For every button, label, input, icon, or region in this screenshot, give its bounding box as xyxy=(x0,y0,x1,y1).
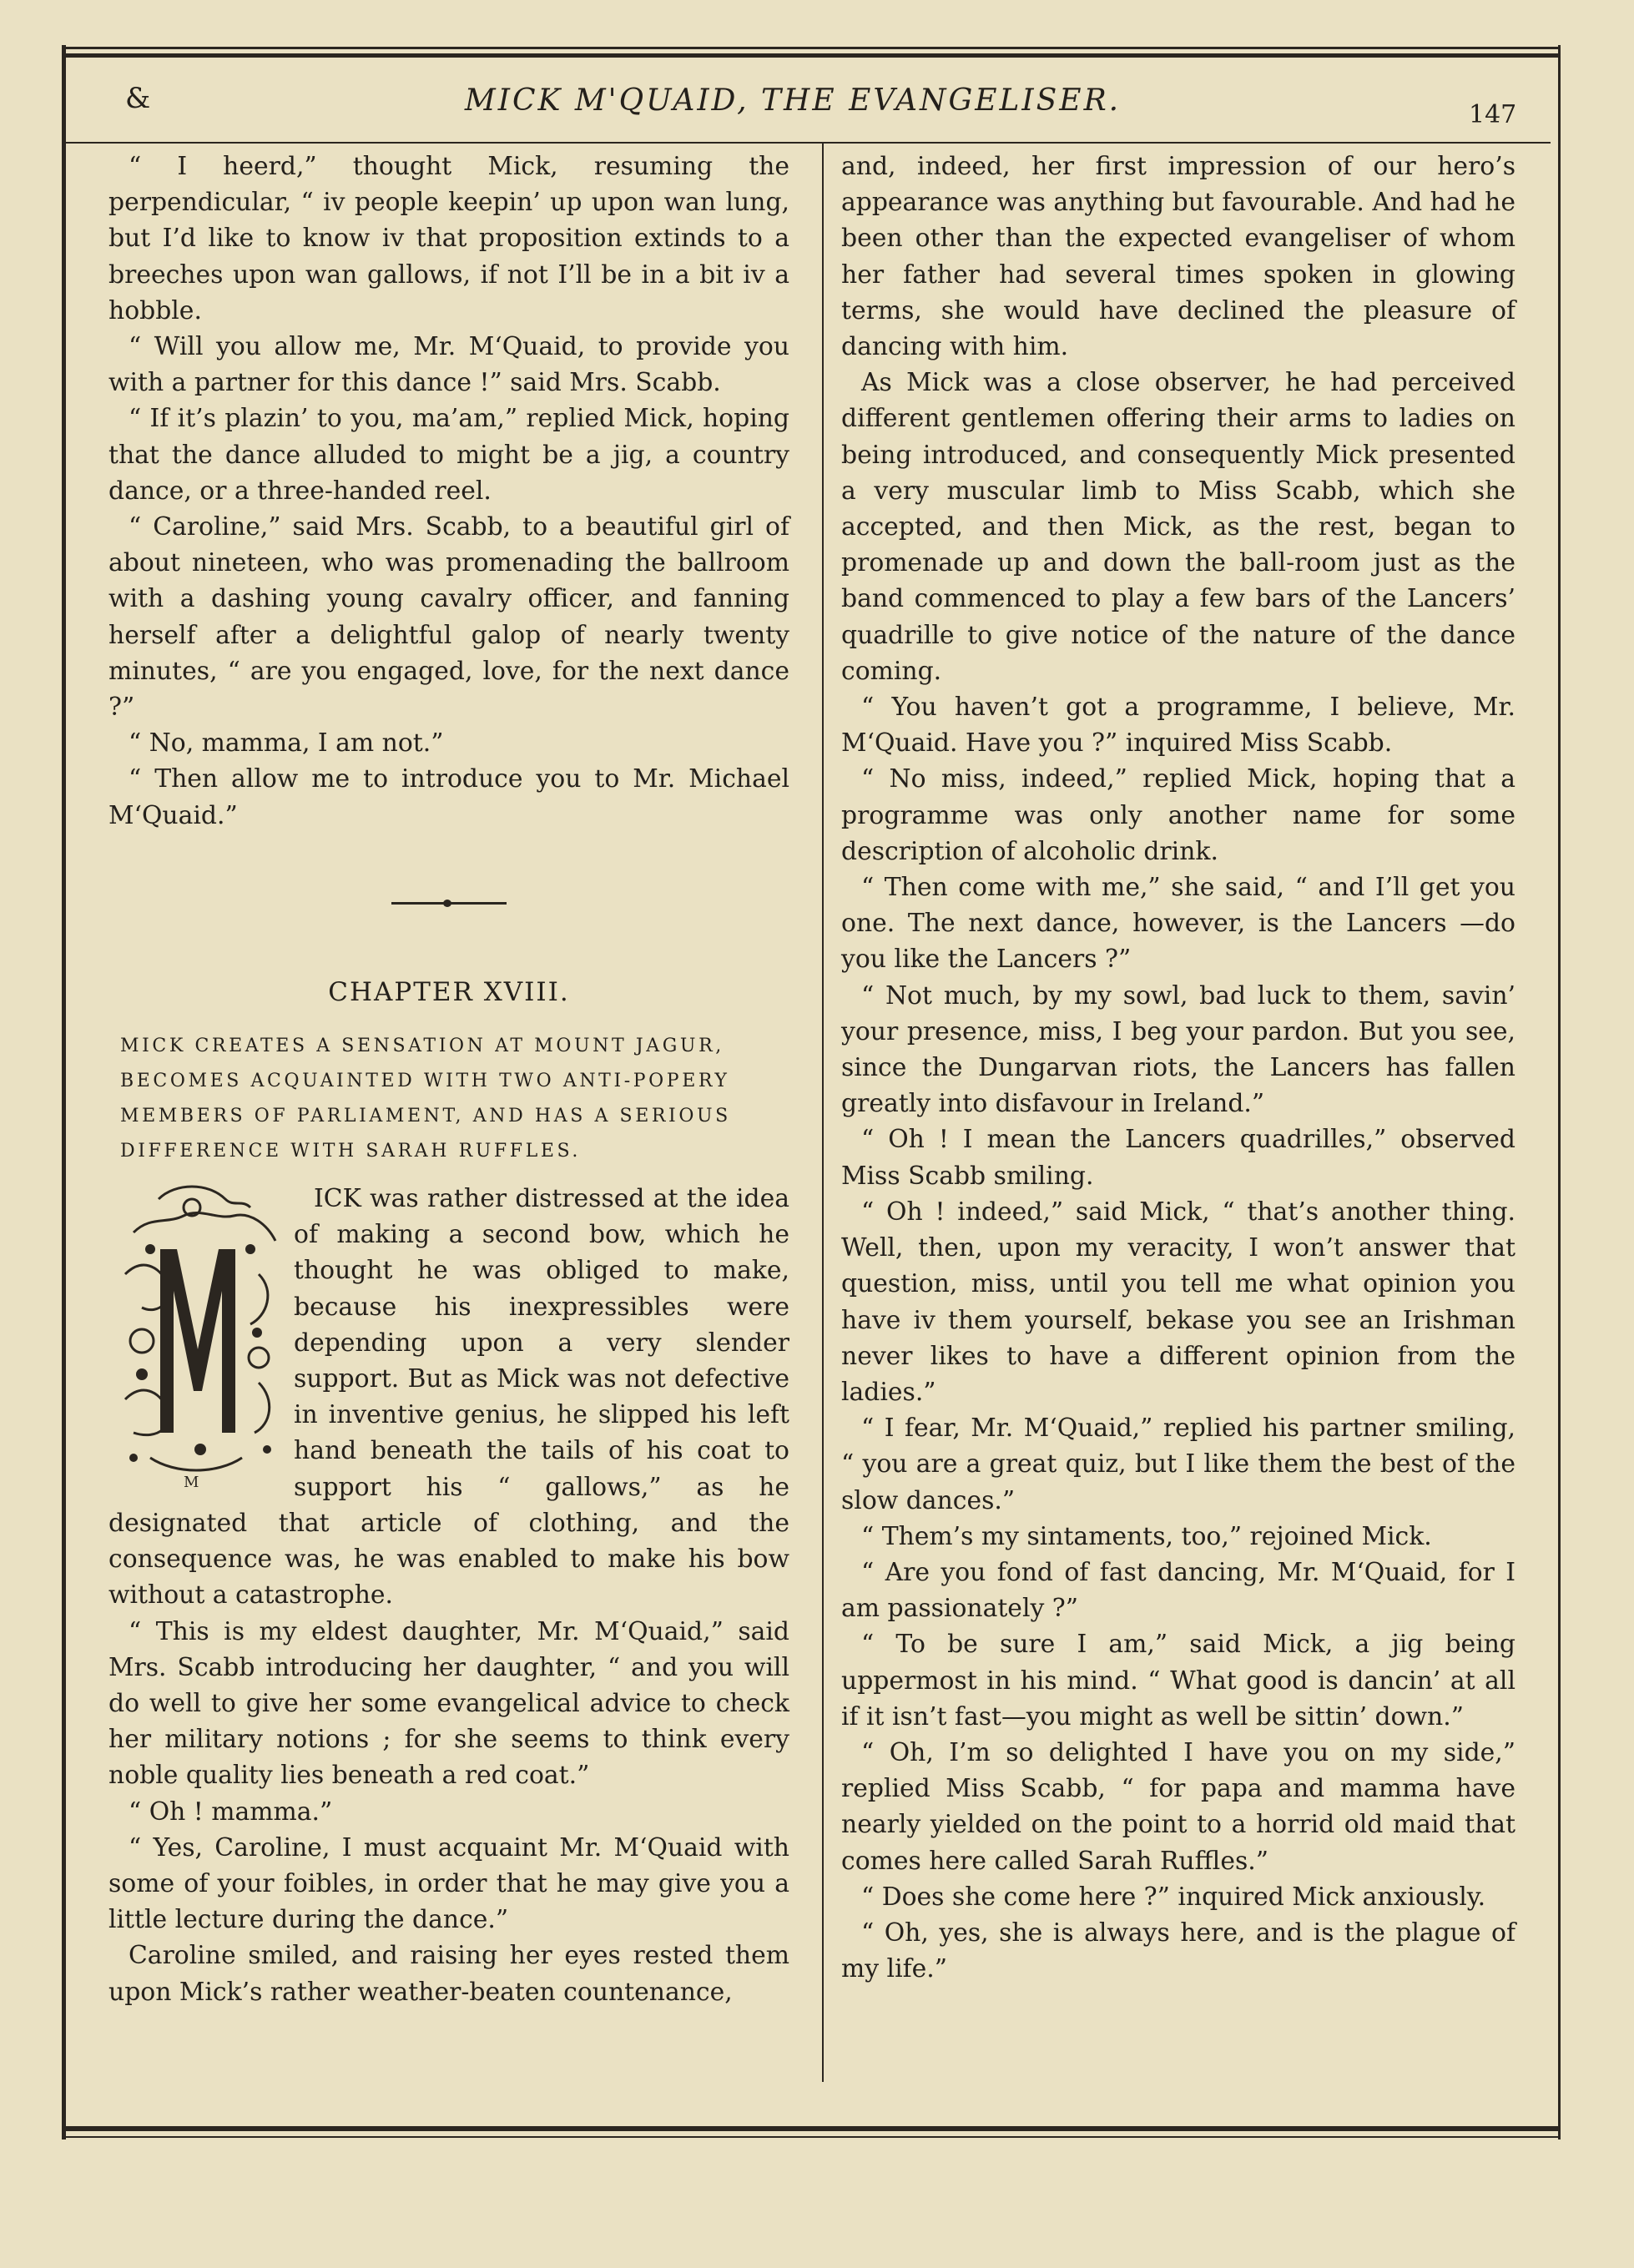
paragraph: “ Does she come here ?” inquired Mick anxiously. xyxy=(861,1882,1486,1912)
paragraph: “ Then come with me,” she said, “ and I’ll get you one. The next dance, however, is the Lancers —do you like the Lancers ?” xyxy=(841,873,1515,975)
header-ornament: & xyxy=(125,82,151,115)
left-column xyxy=(108,149,789,2010)
running-title: MICK M'QUAID, THE EVANGELISER. xyxy=(464,83,1122,118)
paragraph: “ Caroline,” said Mrs. Scabb, to a beautiful girl of about nineteen, who was promenading the ballroom with a dashing young cavalry officer, and fanning herself after a delightful galop of nearly twenty minutes, “ are you engaged, love, for the next dance ?” xyxy=(108,512,789,723)
right-column xyxy=(841,149,1515,1987)
paragraph: “ Are you fond of fast dancing, Mr. M‘Quaid, for I am passionately ?” xyxy=(841,1557,1515,1624)
paragraph: As Mick was a close observer, he had perceived different gentlemen offering their arms to ladies on being introduced, and consequently Mick presented a very muscular limb to Miss Scabb, which she accepted, and then Mick, as the rest, began to promenade up and down the ball-room just as the band commenced to play a few bars of the Lancers’ quadrille to give notice of the nature of the dance coming. xyxy=(841,368,1515,686)
chapter-summary xyxy=(108,1029,789,1169)
paragraph: “ You haven’t got a programme, I believe, Mr. M‘Quaid. Have you ?” inquired Miss Scabb. xyxy=(841,693,1515,759)
top-rule-thick xyxy=(62,53,1560,58)
summary-line: BECOMES ACQUAINTED WITH TWO ANTI-POPERY xyxy=(120,1071,730,1092)
page-number: 147 xyxy=(1469,100,1517,129)
paragraph: and, indeed, her first impression of our hero’s appearance was anything but favourable. And had he been other than the expected evangeliser of whom her father had several times spoken in glowing terms, she would have declined the pleasure of dancing with him. xyxy=(841,152,1515,362)
section-separator xyxy=(391,902,507,905)
paragraph: “ Them’s my sintaments, too,” rejoined Mick. xyxy=(861,1521,1432,1551)
bottom-rule xyxy=(62,2136,1560,2138)
paragraph: “ I fear, Mr. M‘Quaid,” replied his partner smiling, “ you are a great quiz, but I like them the best of the slow dances.” xyxy=(841,1414,1515,1515)
paragraph: “ I heerd,” thought Mick, resuming the perpendicular, “ iv people keepin’ up upon wan lung, but I’d like to know iv that proposition extinds to a breeches upon wan gallows, if not I’ll be in a bit iv a hobble. xyxy=(108,152,789,325)
bottom-rule-thick xyxy=(62,2126,1560,2131)
paragraph: “ Oh, I’m so delighted I have you on my side,” replied Miss Scabb, “ for papa and mamma have nearly yielded on the point to a horrid old maid that comes here called Sarah Ruffles.” xyxy=(841,1737,1515,1876)
paragraph: “ Oh ! indeed,” said Mick, “ that’s another thing. Well, then, upon my veracity, I won’t answer that question, miss, until you tell me what opinion you have iv them yourself, bekase you see an Irishman never likes to have a different opinion from the ladies.” xyxy=(841,1197,1515,1407)
paragraph: “ No miss, indeed,” replied Mick, hoping that a programme was only another name for some description of alcoholic drink. xyxy=(841,764,1515,866)
top-rule xyxy=(62,47,1560,49)
paragraph: “ Oh ! mamma.” xyxy=(129,1797,333,1827)
paragraph: “ Yes, Caroline, I must acquaint Mr. M‘Quaid with some of your foibles, in order that he may give you a little lecture during the dance.” xyxy=(108,1832,789,1935)
column-rule xyxy=(822,142,824,2082)
ornamental-drop-cap-image xyxy=(108,1182,287,1491)
paragraph: “ Oh ! I mean the Lancers quadrilles,” observed Miss Scabb smiling. xyxy=(841,1125,1515,1191)
header-rule xyxy=(65,142,1551,144)
paragraph: “ This is my eldest daughter, Mr. M‘Quaid,” said Mrs. Scabb introducing her daughter, “ and you will do well to give her some evangelical advice to check her military notions ; for she seems to think every noble quality lies beneath a red coat.” xyxy=(108,1616,789,1791)
paragraph: Caroline smiled, and raising her eyes rested them upon Mick’s rather weather-beaten countenance, xyxy=(108,1941,789,2007)
paragraph: “ Then allow me to introduce you to Mr. Michael M‘Quaid.” xyxy=(108,764,789,830)
paragraph: “ Not much, by my sowl, bad luck to them, savin’ your presence, miss, I beg your pardon. But you see, since the Dungarvan riots, the Lancers has fallen greatly into disfavour in Ireland.” xyxy=(841,980,1515,1119)
paragraph: “ No, mamma, I am not.” xyxy=(129,728,444,759)
drop-cap-letter: M xyxy=(184,1474,199,1492)
drop-cap-paragraph: ICK was rather distressed at the idea of making a second bow, which he thought he was obliged to make, because his inexpressibles were depending upon a very slender support. But as Mick was not defective in inventive genius, he slipped his left hand beneath the tails of his coat to support his “ gallows,” as he designated that article of clothing, and the consequence was, he was enabled to make his bow without a catastrophe. xyxy=(108,1184,789,1610)
paragraph: “ If it’s plazin’ to you, ma’am,” replied Mick, hoping that the dance alluded to might be a jig, a country dance, or a three-handed reel. xyxy=(108,404,789,506)
summary-line: DIFFERENCE WITH SARAH RUFFLES. xyxy=(120,1141,582,1162)
drop-cap-block xyxy=(108,1181,789,1613)
chapter-title: CHAPTER XVIII. xyxy=(328,976,570,1007)
summary-line: MEMBERS OF PARLIAMENT, AND HAS A SERIOUS xyxy=(120,1106,731,1127)
summary-line: MICK CREATES A SENSATION AT MOUNT JAGUR, xyxy=(120,1036,724,1057)
paragraph: “ Will you allow me, Mr. M‘Quaid, to provide you with a partner for this dance !” said Mrs. Scabb. xyxy=(108,332,789,398)
paragraph: “ To be sure I am,” said Mick, a jig being uppermost in his mind. “ What good is dancin’ at all if it isn’t fast—you might as well be sittin’ down.” xyxy=(841,1630,1515,1731)
paragraph: “ Oh, yes, she is always here, and is the plague of my life.” xyxy=(841,1918,1515,1984)
